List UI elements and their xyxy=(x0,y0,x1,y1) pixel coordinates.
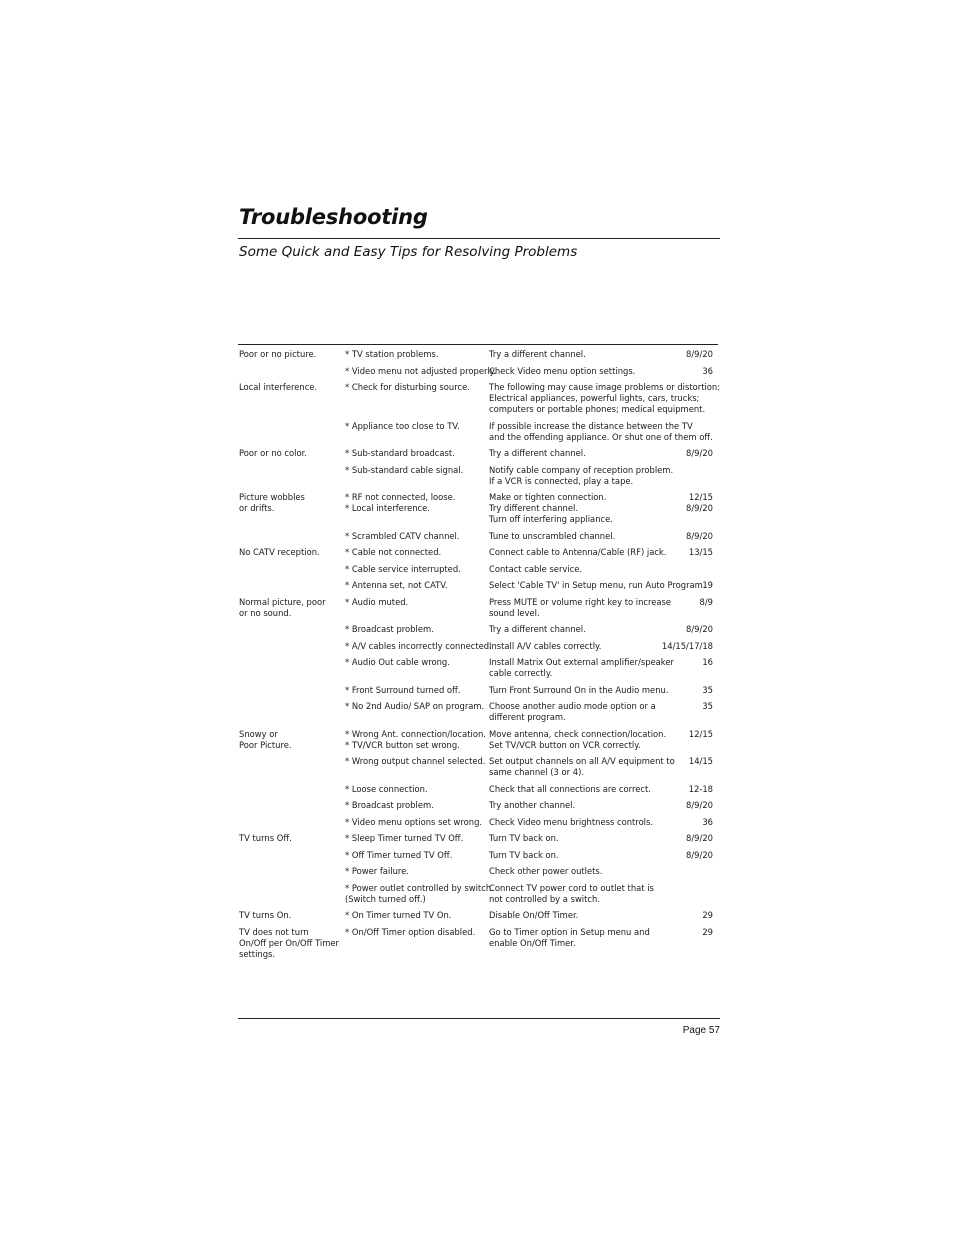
cause-cell-line: * Cable not connected. xyxy=(345,547,442,557)
solution-cell xyxy=(489,657,674,679)
troubleshooting-table xyxy=(239,349,721,960)
cause-cell xyxy=(345,883,494,905)
page-ref-cell-line: 8/9/20 xyxy=(686,850,713,860)
table-row xyxy=(239,366,715,377)
cause-cell-line: (Switch turned off.) xyxy=(345,894,426,904)
solution-cell xyxy=(489,833,659,844)
solution-cell-line: not controlled by a switch. xyxy=(489,894,600,904)
problem-cell xyxy=(239,927,345,960)
solution-cell-line: Check that all connections are correct. xyxy=(489,784,651,794)
cause-cell-line: * RF not connected, loose. xyxy=(345,492,456,502)
table-row xyxy=(239,531,715,542)
page-ref-cell xyxy=(659,624,713,635)
page-ref-cell-line: 13/15 xyxy=(688,547,713,557)
solution-cell xyxy=(489,624,659,635)
problem-cell-line: Normal picture, poor xyxy=(239,597,326,607)
problem-cell xyxy=(239,597,345,619)
table-row xyxy=(239,624,715,635)
page-ref-cell xyxy=(659,641,713,652)
solution-cell xyxy=(489,866,659,877)
cause-cell xyxy=(345,817,489,828)
solution-cell xyxy=(489,597,672,619)
page-ref-cell xyxy=(659,547,713,558)
cause-cell xyxy=(345,927,489,938)
page-ref-cell xyxy=(659,927,713,938)
cause-cell xyxy=(345,850,489,861)
problem-cell-line: or no sound. xyxy=(239,608,292,618)
cause-cell-line: * Loose connection. xyxy=(345,784,428,794)
solution-cell-line: Check Video menu brightness controls. xyxy=(489,817,654,827)
cause-cell-line: * Antenna set, not CATV. xyxy=(345,580,448,590)
solution-cell xyxy=(489,910,659,921)
solution-cell-line: Turn TV back on. xyxy=(489,850,559,860)
cause-cell-line: * Audio Out cable wrong. xyxy=(345,657,450,667)
page-ref-cell xyxy=(659,910,713,921)
problem-cell xyxy=(239,382,345,393)
cause-cell xyxy=(345,701,489,712)
cause-cell-line: * A/V cables incorrectly connected. xyxy=(345,641,492,651)
solution-cell-line: Select 'Cable TV' in Setup menu, run Auto Program. xyxy=(489,580,706,590)
page-ref-cell xyxy=(659,701,713,712)
solution-cell xyxy=(489,883,659,905)
cause-cell xyxy=(345,492,489,514)
solution-cell-line: Move antenna, check connection/location. xyxy=(489,729,667,739)
solution-cell-line: Turn off interfering appliance. xyxy=(489,514,613,524)
page-ref-cell-line: 12/15 xyxy=(688,492,713,502)
cause-cell xyxy=(345,564,489,575)
solution-cell-line: Try a different channel. xyxy=(489,624,586,634)
page-ref-cell-line: 8/9/20 xyxy=(686,349,713,359)
solution-cell-line: different program. xyxy=(489,712,566,722)
cause-cell xyxy=(345,421,489,432)
solution-cell-line: Set output channels on all A/V equipment to xyxy=(489,756,675,766)
page-ref-cell xyxy=(659,531,713,542)
table-row xyxy=(239,641,715,652)
page-ref-cell-line: 16 xyxy=(702,657,713,667)
solution-cell-line: sound level. xyxy=(489,608,540,618)
solution-cell xyxy=(489,492,659,525)
solution-cell-line: The following may cause image problems or distortion: xyxy=(489,382,721,392)
page-ref-cell-line: 19 xyxy=(702,580,713,590)
page-subtitle: Some Quick and Easy Tips for Resolving Problems xyxy=(239,244,578,260)
solution-cell-line: enable On/Off Timer. xyxy=(489,938,576,948)
table-top-rule xyxy=(238,344,718,345)
page-ref-cell xyxy=(659,850,713,861)
page-ref-cell xyxy=(659,784,713,795)
page-number: Page 57 xyxy=(682,1025,720,1036)
solution-cell-line: Disable On/Off Timer. xyxy=(489,910,579,920)
solution-cell xyxy=(489,448,659,459)
table-row xyxy=(239,910,715,921)
table-row xyxy=(239,850,715,861)
solution-cell-line: Check other power outlets. xyxy=(489,866,603,876)
problem-cell-line: Poor Picture. xyxy=(239,740,292,750)
solution-cell-line: If possible increase the distance between the TV xyxy=(489,421,693,431)
solution-cell-line: Turn TV back on. xyxy=(489,833,559,843)
page-ref-cell xyxy=(659,833,713,844)
table-row xyxy=(239,580,715,591)
table-row xyxy=(239,382,721,415)
table-row xyxy=(239,756,715,778)
solution-cell xyxy=(489,701,659,723)
problem-cell-line: Local interference. xyxy=(239,382,318,392)
page-title: Troubleshooting xyxy=(239,205,428,229)
cause-cell xyxy=(345,866,489,877)
problem-cell-line: TV does not turn xyxy=(239,927,309,937)
page-ref-cell-line: 8/9/20 xyxy=(686,448,713,458)
solution-cell xyxy=(489,784,659,795)
solution-cell-line: Turn Front Surround On in the Audio menu. xyxy=(489,685,669,695)
problem-cell-line: No CATV reception. xyxy=(239,547,320,557)
cause-cell xyxy=(345,641,492,652)
solution-cell xyxy=(489,729,667,751)
solution-cell xyxy=(489,547,667,558)
cause-cell xyxy=(345,784,489,795)
table-row xyxy=(239,421,715,443)
table-row xyxy=(239,784,715,795)
page-ref-cell-line: 29 xyxy=(702,910,713,920)
page-ref-cell xyxy=(659,685,713,696)
solution-cell xyxy=(489,382,721,415)
solution-cell-line: Try another channel. xyxy=(489,800,576,810)
page-ref-cell xyxy=(659,657,713,668)
cause-cell-line: * Cable service interrupted. xyxy=(345,564,461,574)
solution-cell-line: If a VCR is connected, play a tape. xyxy=(489,476,634,486)
problem-cell-line: On/Off per On/Off Timer xyxy=(239,938,340,948)
table-row xyxy=(239,833,715,844)
problem-cell xyxy=(239,547,345,558)
solution-cell-line: Choose another audio mode option or a xyxy=(489,701,656,711)
cause-cell-line: * On/Off Timer option disabled. xyxy=(345,927,476,937)
cause-cell-line: * Wrong output channel selected. xyxy=(345,756,486,766)
solution-cell xyxy=(489,927,659,949)
table-row xyxy=(239,547,715,558)
solution-cell xyxy=(489,564,659,575)
page-ref-cell-line: 8/9 xyxy=(699,597,713,607)
cause-cell xyxy=(345,657,489,668)
solution-cell-line: Connect TV power cord to outlet that is xyxy=(489,883,654,893)
table-row xyxy=(239,817,715,828)
page-ref-cell xyxy=(659,366,713,377)
solution-cell-line: Check Video menu option settings. xyxy=(489,366,636,376)
page-ref-cell-line: 8/9/20 xyxy=(686,503,713,513)
table-row xyxy=(239,465,715,487)
solution-cell-line: Install A/V cables correctly. xyxy=(489,641,602,651)
solution-cell-line: Try a different channel. xyxy=(489,448,586,458)
table-row xyxy=(239,564,715,575)
page-ref-cell xyxy=(659,756,713,767)
cause-cell xyxy=(345,547,489,558)
cause-cell xyxy=(345,366,497,377)
cause-cell-line: * Sub-standard broadcast. xyxy=(345,448,455,458)
page-ref-cell xyxy=(659,448,713,459)
page-ref-cell-line: 14/15/17/18 xyxy=(661,641,713,651)
problem-cell-line: Snowy or xyxy=(239,729,278,739)
problem-cell xyxy=(239,910,345,921)
page-ref-cell-line: 14/15 xyxy=(688,756,713,766)
page-ref-cell-line: 8/9/20 xyxy=(686,531,713,541)
table-row xyxy=(239,729,715,751)
cause-cell xyxy=(345,756,489,767)
solution-cell xyxy=(489,756,675,778)
solution-cell xyxy=(489,641,659,652)
cause-cell-line: * Power failure. xyxy=(345,866,409,876)
table-row xyxy=(239,492,715,525)
solution-cell xyxy=(489,685,669,696)
cause-cell-line: * TV station problems. xyxy=(345,349,439,359)
cause-cell xyxy=(345,465,489,476)
cause-cell xyxy=(345,382,489,393)
table-row xyxy=(239,701,715,723)
cause-cell xyxy=(345,910,489,921)
problem-cell-line: TV turns Off. xyxy=(239,833,292,843)
problem-cell-line: Picture wobbles xyxy=(239,492,305,502)
page-ref-cell-line: 36 xyxy=(702,817,713,827)
cause-cell-line: * Sleep Timer turned TV Off. xyxy=(345,833,464,843)
solution-cell-line: Go to Timer option in Setup menu and xyxy=(489,927,650,937)
solution-cell xyxy=(489,580,706,591)
cause-cell xyxy=(345,448,489,459)
cause-cell-line: * Local interference. xyxy=(345,503,430,513)
table-row xyxy=(239,800,715,811)
cause-cell xyxy=(345,597,489,608)
page-ref-cell xyxy=(659,597,713,608)
cause-cell-line: * Power outlet controlled by switch. xyxy=(345,883,494,893)
table-row xyxy=(239,448,715,459)
footer-rule xyxy=(238,1018,720,1019)
solution-cell-line: Contact cable service. xyxy=(489,564,583,574)
solution-cell xyxy=(489,531,659,542)
table-row xyxy=(239,349,715,360)
table-row xyxy=(239,866,715,877)
solution-cell xyxy=(489,421,713,443)
problem-cell xyxy=(239,729,345,751)
cause-cell-line: * Front Surround turned off. xyxy=(345,685,461,695)
solution-cell xyxy=(489,817,659,828)
cause-cell-line: * No 2nd Audio/ SAP on program. xyxy=(345,701,485,711)
page-ref-cell-line: 35 xyxy=(702,685,713,695)
solution-cell xyxy=(489,800,659,811)
solution-cell xyxy=(489,366,659,377)
page-ref-cell xyxy=(659,729,713,740)
solution-cell-line: Make or tighten connection. xyxy=(489,492,607,502)
page-ref-cell-line: 36 xyxy=(702,366,713,376)
cause-cell xyxy=(345,800,489,811)
problem-cell-line: Poor or no picture. xyxy=(239,349,317,359)
page-ref-cell xyxy=(659,580,713,591)
cause-cell xyxy=(345,729,489,751)
solution-cell-line: Electrical appliances, powerful lights, cars, trucks; xyxy=(489,393,700,403)
solution-cell-line: Try different channel. xyxy=(489,503,578,513)
table-row xyxy=(239,597,715,619)
cause-cell xyxy=(345,833,489,844)
cause-cell-line: * Video menu options set wrong. xyxy=(345,817,483,827)
cause-cell-line: * On Timer turned TV On. xyxy=(345,910,452,920)
title-rule xyxy=(238,238,720,239)
solution-cell-line: Connect cable to Antenna/Cable (RF) jack. xyxy=(489,547,667,557)
solution-cell xyxy=(489,349,659,360)
solution-cell-line: Press MUTE or volume right key to increase xyxy=(489,597,672,607)
cause-cell-line: * Scrambled CATV channel. xyxy=(345,531,460,541)
page-ref-cell-line: 35 xyxy=(702,701,713,711)
page-ref-cell-line: 8/9/20 xyxy=(686,833,713,843)
solution-cell-line: Set TV/VCR button on VCR correctly. xyxy=(489,740,641,750)
solution-cell-line: Tune to unscrambled channel. xyxy=(489,531,616,541)
table-row xyxy=(239,657,715,679)
page-ref-cell-line: 29 xyxy=(702,927,713,937)
cause-cell-line: * Broadcast problem. xyxy=(345,800,434,810)
solution-cell xyxy=(489,850,659,861)
solution-cell-line: same channel (3 or 4). xyxy=(489,767,585,777)
problem-cell-line: Poor or no color. xyxy=(239,448,307,458)
cause-cell-line: * Appliance too close to TV. xyxy=(345,421,460,431)
solution-cell-line: Notify cable company of reception problem. xyxy=(489,465,674,475)
solution-cell xyxy=(489,465,674,487)
page-ref-cell-line: 12/15 xyxy=(688,729,713,739)
problem-cell xyxy=(239,833,345,844)
cause-cell-line: * TV/VCR button set wrong. xyxy=(345,740,460,750)
cause-cell-line: * Wrong Ant. connection/location. xyxy=(345,729,486,739)
problem-cell xyxy=(239,349,345,360)
page-ref-cell-line: 12-18 xyxy=(688,784,713,794)
solution-cell-line: and the offending appliance. Or shut one of them off. xyxy=(489,432,713,442)
problem-cell xyxy=(239,448,345,459)
solution-cell-line: Try a different channel. xyxy=(489,349,586,359)
page-ref-cell xyxy=(659,492,713,514)
table-row xyxy=(239,883,715,905)
cause-cell xyxy=(345,580,489,591)
cause-cell xyxy=(345,624,489,635)
cause-cell xyxy=(345,531,489,542)
page-ref-cell xyxy=(659,817,713,828)
page-ref-cell-line: 8/9/20 xyxy=(686,624,713,634)
page-ref-cell xyxy=(659,800,713,811)
problem-cell-line: TV turns On. xyxy=(239,910,292,920)
cause-cell-line: * Broadcast problem. xyxy=(345,624,434,634)
solution-cell-line: Install Matrix Out external amplifier/speaker xyxy=(489,657,674,667)
cause-cell-line: * Sub-standard cable signal. xyxy=(345,465,464,475)
cause-cell-line: * Video menu not adjusted properly. xyxy=(345,366,497,376)
table-row xyxy=(239,927,715,960)
problem-cell-line: or drifts. xyxy=(239,503,275,513)
problem-cell xyxy=(239,492,345,514)
page-ref-cell xyxy=(659,349,713,360)
problem-cell-line: settings. xyxy=(239,949,276,959)
cause-cell xyxy=(345,685,489,696)
cause-cell xyxy=(345,349,489,360)
table-row xyxy=(239,685,715,696)
cause-cell-line: * Audio muted. xyxy=(345,597,409,607)
cause-cell-line: * Off Timer turned TV Off. xyxy=(345,850,453,860)
solution-cell-line: computers or portable phones; medical equipment. xyxy=(489,404,706,414)
cause-cell-line: * Check for disturbing source. xyxy=(345,382,470,392)
page-ref-cell-line: 8/9/20 xyxy=(686,800,713,810)
solution-cell-line: cable correctly. xyxy=(489,668,553,678)
